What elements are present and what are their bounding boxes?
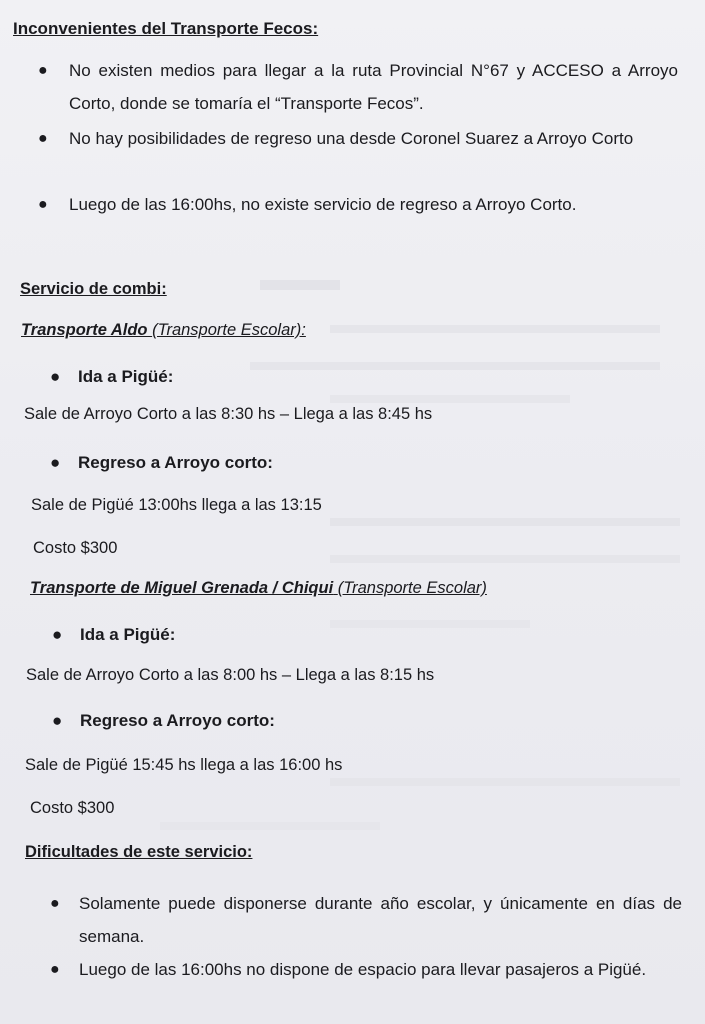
bleed-through-mark [330, 395, 570, 403]
regreso-label-grenada: ● Regreso a Arroyo corto: [52, 711, 275, 730]
provider-title-grenada: Transporte de Miguel Grenada / Chiqui (Transporte Escolar) [30, 579, 487, 597]
costo-grenada: Costo $300 [30, 799, 115, 817]
bleed-through-mark [330, 778, 680, 786]
provider-title-aldo: Transporte Aldo (Transporte Escolar): [21, 321, 306, 339]
bullet-icon: ● [50, 961, 60, 978]
dificultades-list [50, 887, 682, 1019]
bullet-icon: ● [50, 453, 61, 472]
ida-label-aldo: ● Ida a Pigüé: [50, 367, 174, 386]
bullet-icon: ● [38, 130, 48, 147]
regreso-label-aldo: ● Regreso a Arroyo corto: [50, 453, 273, 472]
section-heading-servicio-combi: Servicio de combi: [20, 280, 167, 298]
bullet-icon: ● [50, 367, 61, 386]
costo-aldo: Costo $300 [33, 539, 118, 557]
bleed-through-mark [330, 518, 680, 526]
bleed-through-mark [250, 362, 660, 370]
regreso-detail-aldo: Sale de Pigüé 13:00hs llega a las 13:15 [31, 496, 322, 514]
list-item: ● No hay posibilidades de regreso una desde Coronel Suarez a Arroyo Corto [38, 129, 634, 148]
bleed-through-mark [260, 280, 340, 290]
bullet-icon: ● [50, 895, 60, 912]
bullet-icon: ● [38, 196, 48, 213]
ida-detail-aldo: Sale de Arroyo Corto a las 8:30 hs – Llega a las 8:45 hs [24, 405, 433, 423]
bullet-icon: ● [52, 625, 63, 644]
list-item: ● No existen medios para llegar a la ruta Provincial N°67 y ACCESO a Arroyo Corto, donde se tomaría el “Transporte Fecos”. [38, 61, 678, 113]
bleed-through-mark [330, 620, 530, 628]
list-item: ● Solamente puede disponerse durante año escolar, y únicamente en días de semana. [50, 894, 682, 946]
ida-detail-grenada: Sale de Arroyo Corto a las 8:00 hs – Llega a las 8:15 hs [26, 666, 435, 684]
list-item: ● Luego de las 16:00hs, no existe servicio de regreso a Arroyo Corto. [38, 195, 577, 214]
bullet-icon: ● [52, 711, 63, 730]
bleed-through-mark [330, 325, 660, 333]
bleed-through-mark [330, 555, 680, 563]
bullet-icon: ● [38, 62, 48, 79]
section-heading-inconvenientes: Inconvenientes del Transporte Fecos: [13, 19, 319, 38]
bleed-through-mark [160, 822, 380, 830]
regreso-detail-grenada: Sale de Pigüé 15:45 hs llega a las 16:00 hs [25, 756, 343, 774]
inconvenientes-list [38, 54, 678, 222]
list-item: ● Luego de las 16:00hs no dispone de espacio para llevar pasajeros a Pigüé. [50, 960, 647, 979]
section-heading-dificultades: Dificultades de este servicio: [25, 843, 253, 861]
ida-label-grenada: ● Ida a Pigüé: [52, 625, 176, 644]
